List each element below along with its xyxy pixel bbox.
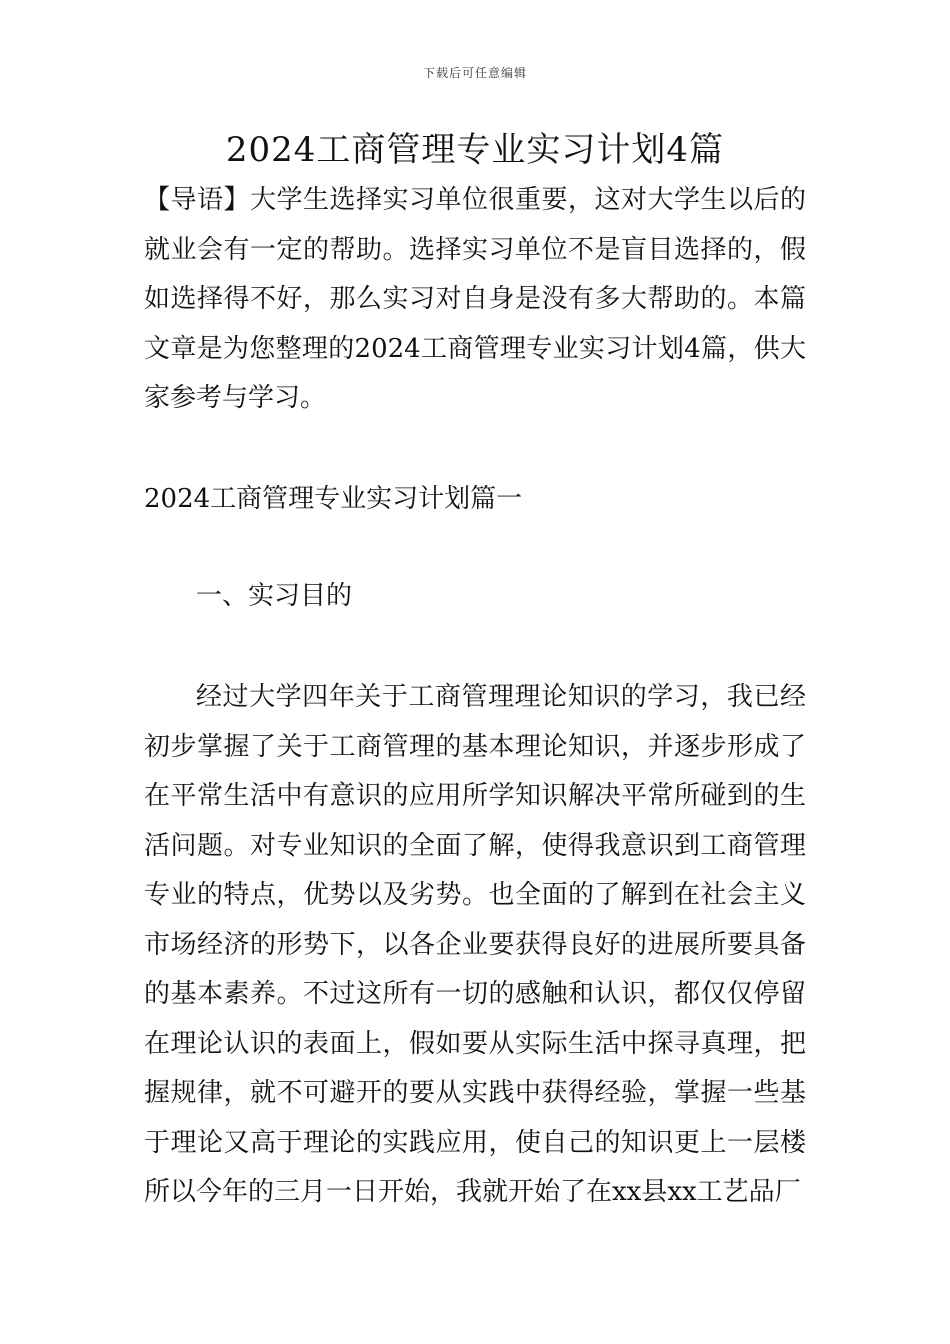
subheading-purpose: 一、实习目的	[196, 581, 353, 611]
intro-paragraph: 【导语】大学生选择实习单位很重要，这对大学生以后的就业会有一定的帮助。选择实习单位不是盲目选择的，假如选择得不好，那么实习对自身是没有多大帮助的。本篇文章是为您整理的2024工商管理专业实习计划4篇，供大家参考与学习。	[144, 185, 806, 413]
section-title: 2024工商管理专业实习计划篇一	[144, 484, 523, 514]
body-paragraph: 经过大学四年关于工商管理理论知识的学习，我已经初步掌握了关于工商管理的基本理论知识，并逐步形成了在平常生活中有意识的应用所学知识解决平常所碰到的生活问题。对专业知识的全面了解，使得我意识到工商管理专业的特点，优势以及劣势。也全面的了解到在社会主义市场经济的形势下，以各企业要获得良好的进展所要具备的基本素养。不过这所有一切的感触和认识，都仅仅停留在理论认识的表面上，假如要从实际生活中探寻真理，把握规律，就不可避开的要从实践中获得经验，掌握一些基于理论又高于理论的实践应用，使自己的知识更上一层楼所以今年的三月一日开始，我就开始了在xx县xx工艺品厂	[144, 682, 806, 1207]
header-note: 下载后可任意编辑	[422, 66, 527, 80]
document-title: 2024工商管理专业实习计划4篇	[225, 130, 725, 170]
